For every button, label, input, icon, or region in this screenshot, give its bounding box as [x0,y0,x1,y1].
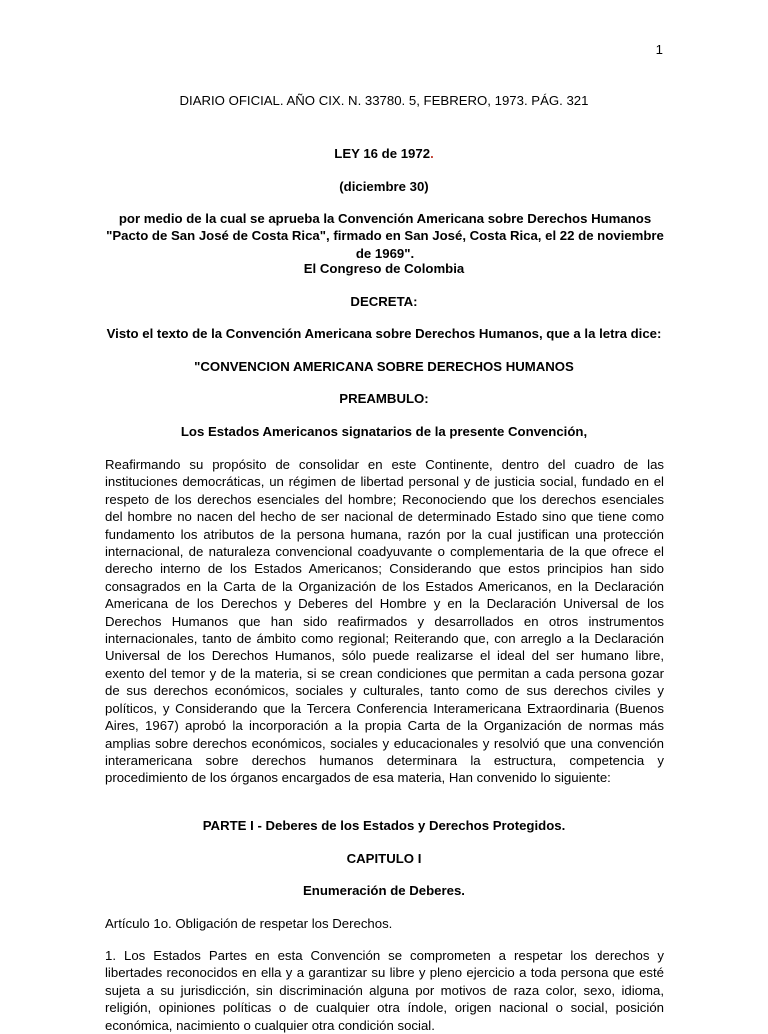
article-paragraph: 1. Los Estados Partes en esta Convención se comprometen a respetar los derechos y libertades reconocidos en ella y a garantizar su libre y pleno ejercicio a toda persona que esté sujeta a su jurisdicción, sin discriminación alguna por motivos de raza color, sexo, idioma, religión, opiniones políticas o de cualquier otra índole, origen nacional o social, posición económica, nacimiento o cualquier otra condición social. [105,948,664,1033]
header-line: DIARIO OFICIAL. AÑO CIX. N. 33780. 5, FEBRERO, 1973. PÁG. 321 [179,93,589,108]
signatories-line: Los Estados Americanos signatarios de la presente Convención, [180,424,588,439]
chapter-heading: CAPITULO I [346,851,422,866]
visto-line: Visto el texto de la Convención Americana sobre Derechos Humanos, que a la letra dice: [106,326,662,341]
part-heading: PARTE I - Deberes de los Estados y Derechos Protegidos. [202,818,566,833]
law-date: (diciembre 30) [339,179,429,194]
law-title [0,145,768,162]
convention-title: "CONVENCION AMERICANA SOBRE DERECHOS HUMANOS [194,359,574,374]
page-number: 1 [655,42,663,57]
chapter-subheading: Enumeración de Deberes. [303,883,465,898]
preamble-paragraph: Reafirmando su propósito de consolidar en este Continente, dentro del cuadro de las instituciones democráticas, un régimen de libertad personal y de justicia social, fundado en el respeto de los derechos esenciales del hombre; Reconociendo que los derechos esenciales del hombre no nacen del hecho de ser nacional de determinado Estado sino que tiene como fundamento los atributos de la persona humana, razón por la cual justifican una protección internacional, de naturaleza convencional coadyuvante o complementaria de la que ofrece el derecho interno de los Estados Americanos; Considerando que estos principios han sido consagrados en la Carta de la Organización de los Estados Americanos, en la Declaración Americana de los Derechos y Deberes del Hombre y en la Declaración Universal de los Derechos Humanos que han sido reafirmados y desarrollados en otros instrumentos internacionales, tanto de ámbito como regional; Reiterando que, con arreglo a la Declaración Universal de los Derechos Humanos, sólo puede realizarse el ideal del ser humano libre, exento del temor y de la materia, si se crean condiciones que permitan a cada persona gozar de sus derechos económicos, sociales y culturales, tanto como de sus derechos civiles y políticos, y Considerando que la Tercera Conferencia Interamericana Extraordinaria (Buenos Aires, 1967) aprobó la incorporación a la propia Carta de la Organización de normas más amplias sobre derechos económicos, sociales y educacionales y resolvió que una convención interamericana sobre derechos humanos determinara la estructura, competencia y procedimiento de los órganos encargados de esa materia, Han convenido lo siguiente: [105,457,664,786]
decreta-heading: DECRETA: [350,294,418,309]
article-heading: Artículo 1o. Obligación de respetar los Derechos. [105,916,393,931]
law-title-dot: . [430,146,434,161]
congress-line: El Congreso de Colombia [303,261,465,276]
law-title-main: LEY 16 de 1972 [334,146,431,161]
preamble-heading: PREAMBULO: [339,391,429,406]
law-subject: por medio de la cual se aprueba la Convención Americana sobre Derechos Humanos "Pacto de San José de Costa Rica", firmado en San José, Costa Rica, el 22 de noviembre de 1969". [106,211,664,261]
